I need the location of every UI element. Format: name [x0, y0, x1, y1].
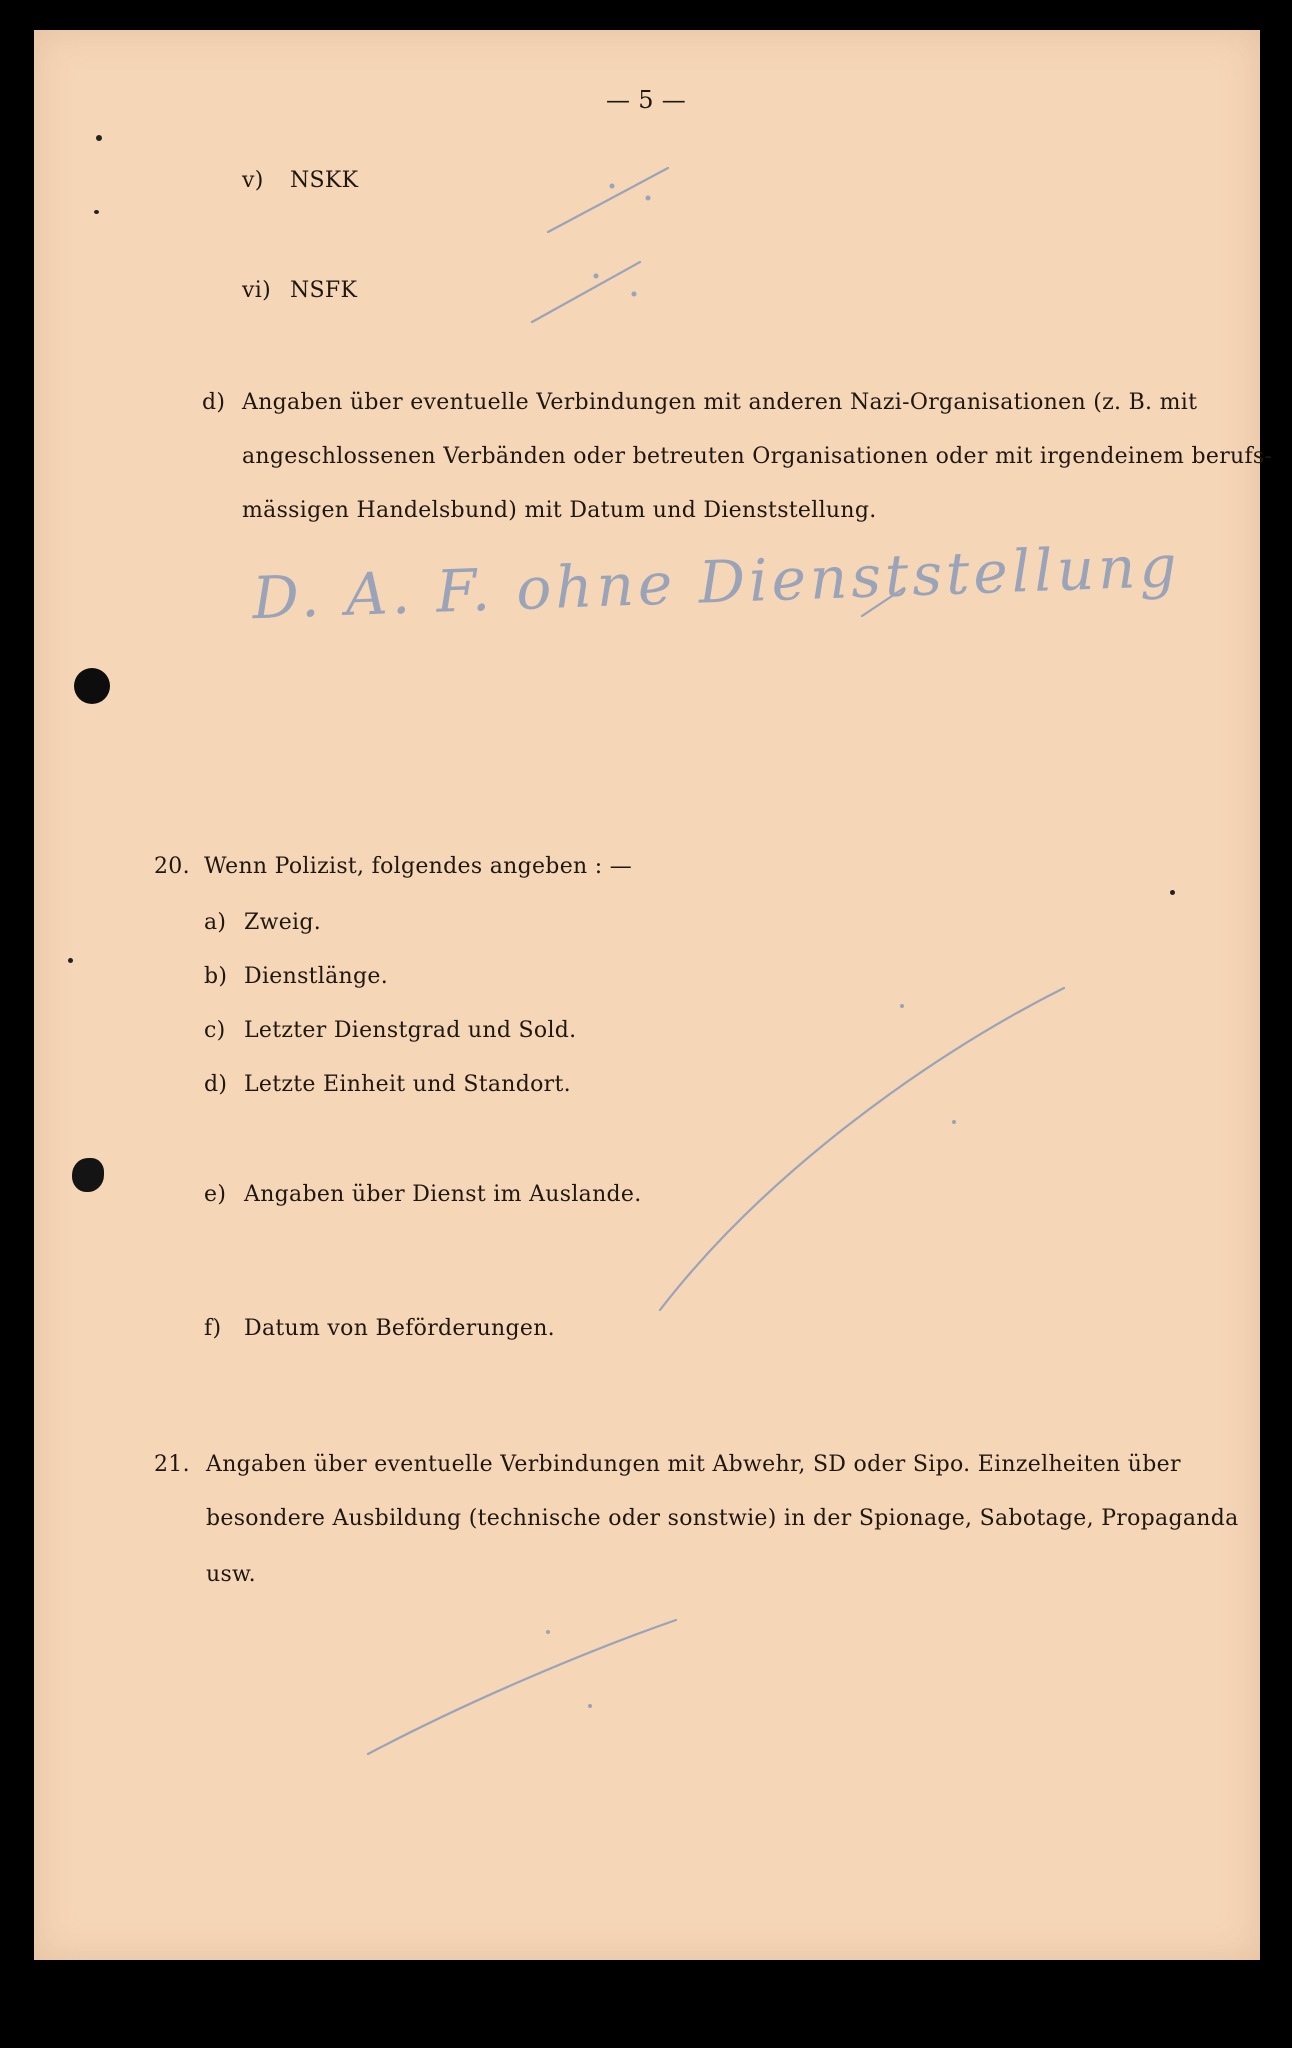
document-page [34, 30, 1273, 1960]
page-number: — 5 — [606, 86, 687, 114]
section-20-item-label: d) [204, 1072, 228, 1097]
section-20-item-text: Zweig. [244, 910, 322, 935]
item-vi-label: vi) [242, 278, 271, 303]
section-20-item-text: Letzter Dienstgrad und Sold. [244, 1018, 577, 1043]
section-21-line-1: Angaben über eventuelle Verbindungen mit Abwehr, SD oder Sipo. Einzelheiten über [206, 1452, 1181, 1477]
speck [1170, 890, 1175, 895]
speck [96, 135, 102, 141]
punch-hole-torn [72, 1158, 104, 1192]
speck [68, 958, 73, 963]
item-vi-text: NSFK [290, 278, 358, 303]
item-d-line-2: angeschlossenen Verbänden oder betreuten Organisationen oder mit irgendeinem berufs- [242, 444, 1273, 469]
section-20-item-text: Datum von Beförderungen. [244, 1316, 555, 1341]
section-21-number: 21. [154, 1452, 190, 1477]
section-20-item-label: e) [204, 1182, 227, 1207]
item-v-text: NSKK [290, 168, 359, 193]
item-v-label: v) [242, 168, 264, 193]
section-20-item-text: Dienstlänge. [244, 964, 389, 989]
handwritten-answer: D. A. F. ohne Dienststellung [251, 531, 1182, 633]
section-20-heading: Wenn Polizist, folgendes angeben : — [204, 854, 633, 879]
section-20-item-text: Angaben über Dienst im Auslande. [244, 1182, 642, 1207]
item-d-line-3: mässigen Handelsbund) mit Datum und Dienststellung. [242, 498, 877, 523]
punch-hole [74, 668, 110, 704]
section-20-item-label: b) [204, 964, 228, 989]
section-20-item-text: Letzte Einheit und Standort. [244, 1072, 571, 1097]
item-d-line-1: Angaben über eventuelle Verbindungen mit anderen Nazi-Organisationen (z. B. mit [242, 390, 1198, 415]
section-20-item-label: a) [204, 910, 227, 935]
section-20-number: 20. [154, 854, 190, 879]
section-21-line-3: usw. [206, 1562, 256, 1587]
section-20-item-label: f) [204, 1316, 222, 1341]
speck [94, 210, 99, 214]
section-20-item-label: c) [204, 1018, 226, 1043]
item-d-label: d) [202, 390, 226, 415]
section-21-line-2: besondere Ausbildung (technische oder sonstwie) in der Spionage, Sabotage, Propaganda [206, 1506, 1239, 1531]
